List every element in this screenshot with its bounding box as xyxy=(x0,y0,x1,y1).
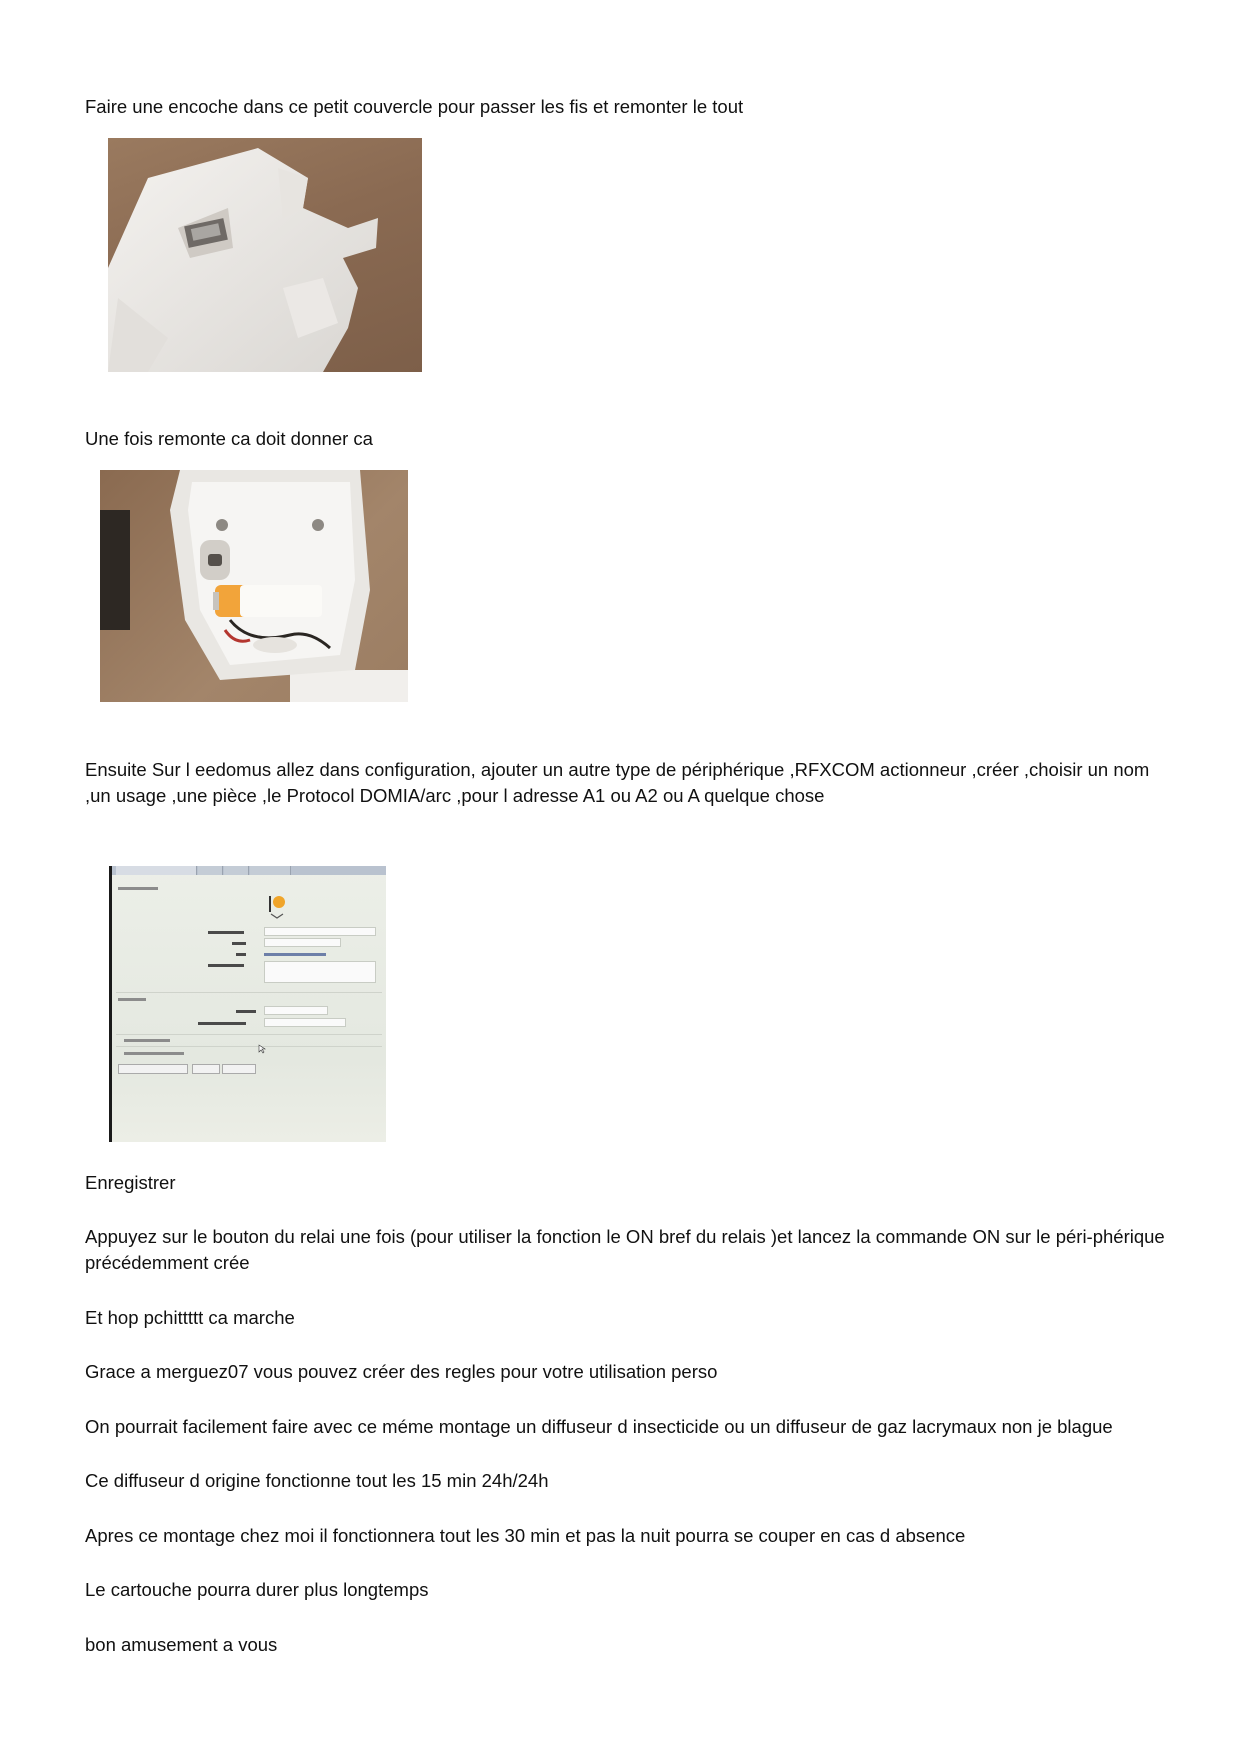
config-tab xyxy=(116,866,197,875)
field-label xyxy=(198,1022,246,1025)
save-button xyxy=(192,1064,220,1074)
paragraph-original-timing: Ce diffuseur d origine fonctionne tout les 15 min 24h/24h xyxy=(85,1470,549,1491)
paragraph-other-uses: On pourrait facilement faire avec ce méme montage un diffuseur d insecticide ou un diffuseur de gaz lacrymaux non je blague xyxy=(85,1416,1113,1437)
printed-cover-image xyxy=(108,138,422,372)
protocol-field xyxy=(264,1006,328,1015)
delete-button xyxy=(222,1064,256,1074)
field-label xyxy=(208,931,244,934)
paragraph-cover-notch: Faire une encoche dans ce petit couvercle pour passer les fis et remonter le tout xyxy=(85,96,744,117)
field-label xyxy=(236,1010,256,1013)
paragraph-save: Enregistrer xyxy=(85,1172,176,1193)
config-tab-bar xyxy=(112,866,386,875)
paragraph-rules: Grace a merguez07 vous pouvez créer des regles pour votre utilisation perso xyxy=(85,1361,718,1382)
paragraph-relay-instructions: Appuyez sur le bouton du relai une fois (pour utiliser la fonction le ON bref du relais )et lancez la commande ON sur le péri-phérique précédemment crée xyxy=(85,1226,1165,1273)
paragraph-cartridge: Le cartouche pourra durer plus longtemps xyxy=(85,1579,429,1600)
paragraph-reassembled: Une fois remonte ca doit donner ca xyxy=(85,428,373,449)
photo-diffuser-inside xyxy=(100,470,408,702)
paragraph-new-timing: Apres ce montage chez moi il fonctionnera tout les 30 min et pas la nuit pourra se couper en cas d absence xyxy=(85,1525,966,1546)
config-tab xyxy=(224,866,249,875)
config-tab xyxy=(250,866,291,875)
paragraph-closing: bon amusement a vous xyxy=(85,1634,278,1655)
separator xyxy=(116,1046,382,1047)
photo-printed-cover xyxy=(108,138,422,372)
field-label xyxy=(208,964,244,967)
section-label xyxy=(124,1052,184,1055)
name-field xyxy=(264,927,376,936)
paragraph-it-works: Et hop pchittttt ca marche xyxy=(85,1307,295,1328)
section-label xyxy=(118,998,146,1001)
field-label xyxy=(236,953,246,956)
section-label xyxy=(118,887,158,890)
config-screen xyxy=(112,866,386,1142)
section-label xyxy=(124,1039,170,1042)
usage-field xyxy=(264,938,341,947)
save-continue-button xyxy=(118,1064,188,1074)
field-label xyxy=(232,942,246,945)
config-tab xyxy=(198,866,223,875)
device-icon xyxy=(267,894,289,920)
address-field xyxy=(264,1018,346,1027)
separator xyxy=(116,1034,382,1035)
room-value xyxy=(264,953,326,956)
separator xyxy=(116,992,382,993)
paragraph-eedomus-config: Ensuite Sur l eedomus allez dans configuration, ajouter un autre type de périphérique ,RFXCOM actionneur ,créer ,choisir un nom ,un usage ,une pièce ,le Protocol DOMIA/arc ,pour l adresse A1 ou A2 ou A quelque chose xyxy=(85,759,1150,806)
photo-eedomus-config-screen xyxy=(109,866,386,1142)
diffuser-battery-image xyxy=(100,470,408,702)
cursor-icon xyxy=(258,1044,266,1054)
notes-field xyxy=(264,961,376,983)
